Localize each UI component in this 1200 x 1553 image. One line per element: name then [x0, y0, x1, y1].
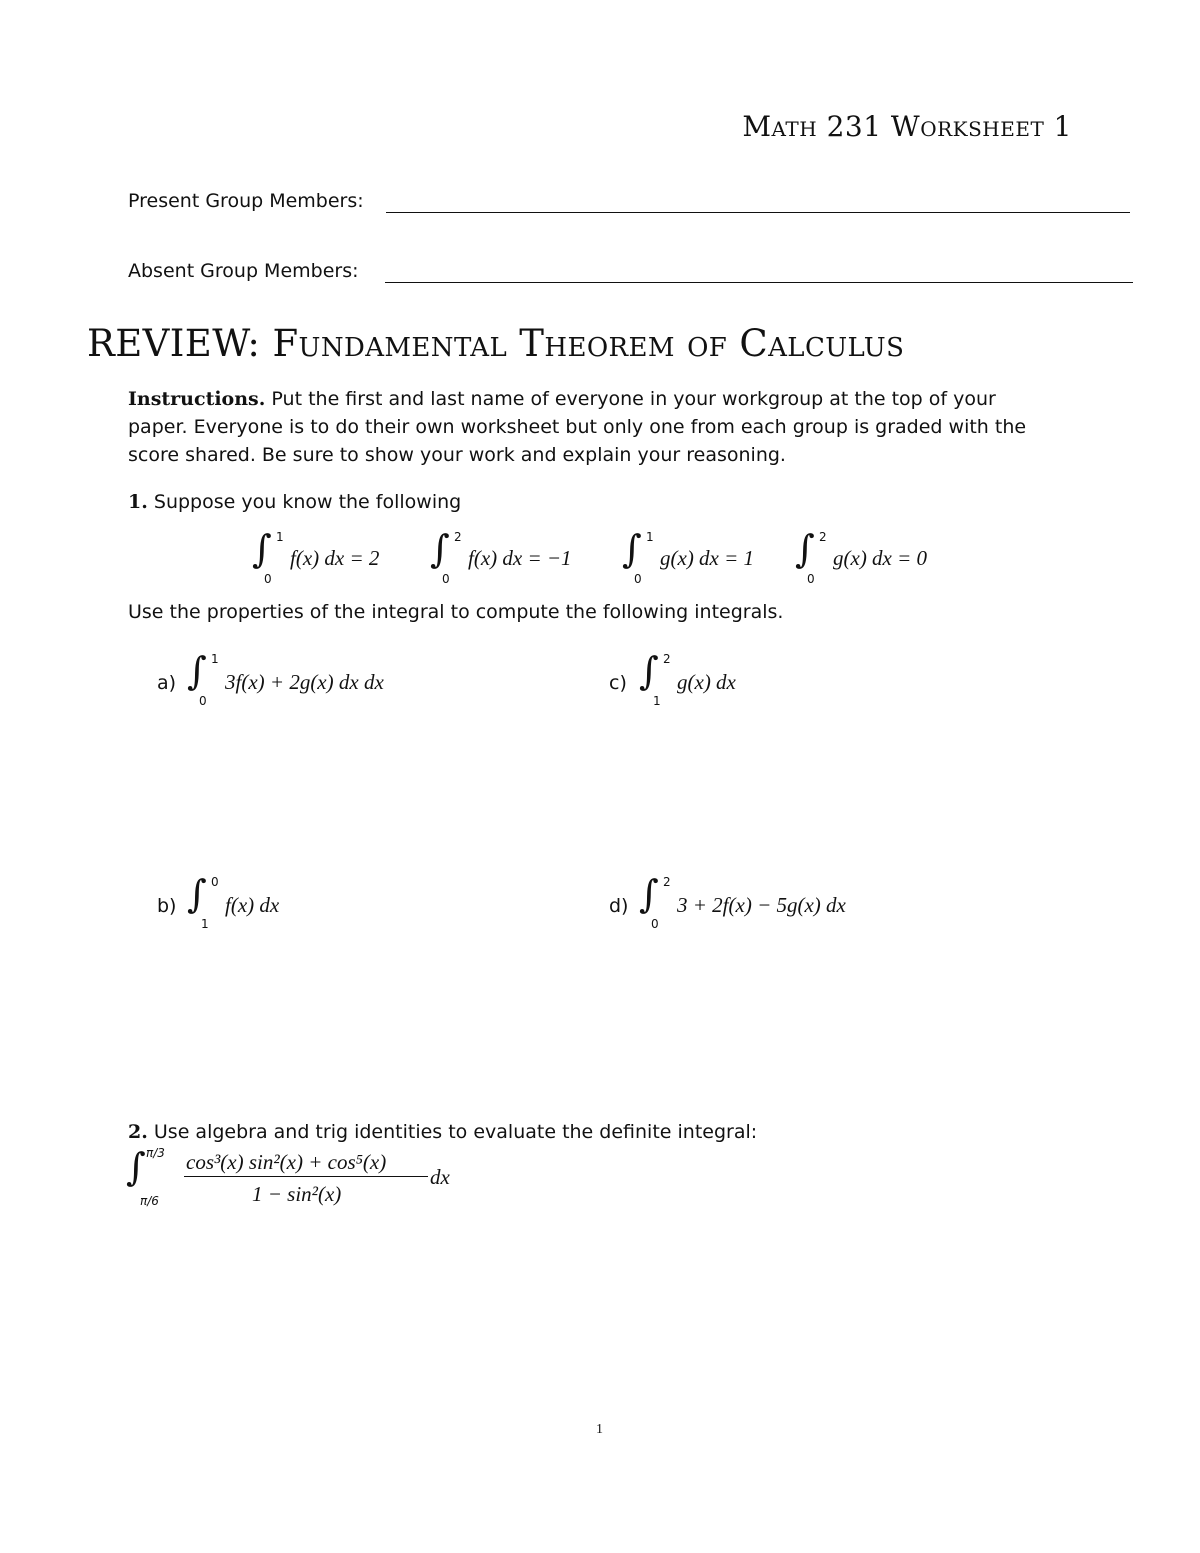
problem-1-prompt: [128, 488, 461, 516]
section-title: REVIEW: Fundamental Theorem of Calculus: [87, 322, 905, 365]
lower-limit: 0: [807, 572, 815, 586]
absent-members-label: Absent Group Members:: [128, 260, 359, 282]
given-expression: f(x) dx = −1: [468, 546, 572, 570]
upper-limit: π/3: [146, 1146, 165, 1160]
problem-1-instruction: Use the properties of the integral to compute the following integrals.: [128, 601, 784, 623]
part-expression: 3 + 2f(x) − 5g(x) dx: [677, 893, 846, 917]
part-label: d): [609, 895, 629, 917]
present-members-line[interactable]: [386, 212, 1130, 213]
part-expression: g(x) dx: [677, 670, 736, 694]
integral-sign: ∫: [187, 649, 207, 693]
part-label: c): [609, 672, 627, 694]
part-label: b): [157, 895, 177, 917]
numerator: cos³(x) sin²(x) + cos⁵(x): [186, 1150, 387, 1174]
integral-sign: ∫: [187, 872, 207, 916]
problem-2-prompt: [128, 1118, 757, 1146]
upper-limit: 1: [211, 652, 219, 666]
upper-limit: 1: [646, 530, 654, 544]
problem-1-text: Suppose you know the following: [153, 491, 462, 513]
upper-limit: 2: [819, 530, 827, 544]
instructions-heading: Instructions.: [128, 388, 266, 410]
problem-2-number: 2.: [128, 1121, 148, 1143]
lower-limit: 1: [201, 917, 209, 931]
lower-limit: π/6: [140, 1194, 159, 1208]
integral-sign: ∫: [795, 527, 815, 571]
lower-limit: 0: [264, 572, 272, 586]
problem-2-integral: [126, 1146, 486, 1216]
lower-limit: 1: [653, 694, 661, 708]
integral-sign: ∫: [252, 527, 272, 571]
integral-sign: ∫: [639, 872, 659, 916]
integral-sign: ∫: [430, 527, 450, 571]
integral-sign: ∫: [126, 1145, 146, 1189]
fraction-bar: [184, 1176, 428, 1177]
instructions-line-1: [128, 385, 1088, 413]
part-expression: 3f(x) + 2g(x) dx dx: [225, 670, 384, 694]
problem-2-text: Use algebra and trig identities to evaluate the definite integral:: [153, 1121, 758, 1143]
upper-limit: 2: [663, 652, 671, 666]
problem-1-number: 1.: [128, 491, 148, 513]
lower-limit: 0: [651, 917, 659, 931]
worksheet-title: Math 231 Worksheet 1: [742, 110, 1072, 143]
instructions-line-2: paper. Everyone is to do their own worksheet but only one from each group is graded with the: [128, 416, 1027, 438]
upper-limit: 1: [276, 530, 284, 544]
given-expression: g(x) dx = 0: [833, 546, 928, 570]
upper-limit: 2: [454, 530, 462, 544]
upper-limit: 2: [663, 875, 671, 889]
part-label: a): [157, 672, 177, 694]
lower-limit: 0: [634, 572, 642, 586]
integral-sign: ∫: [622, 527, 642, 571]
instructions-line-3: score shared. Be sure to show your work and explain your reasoning.: [128, 444, 786, 466]
part-expression: f(x) dx: [225, 893, 280, 917]
instructions-block: [128, 385, 1088, 469]
page-number: 1: [596, 1422, 603, 1437]
lower-limit: 0: [199, 694, 207, 708]
lower-limit: 0: [442, 572, 450, 586]
differential: dx: [430, 1165, 450, 1189]
absent-members-line[interactable]: [385, 282, 1133, 283]
given-expression: f(x) dx = 2: [290, 546, 380, 570]
upper-limit: 0: [211, 875, 219, 889]
given-expression: g(x) dx = 1: [660, 546, 755, 570]
present-members-label: Present Group Members:: [128, 190, 364, 212]
instructions-text-1: Put the first and last name of everyone in your workgroup at the top of your: [271, 388, 996, 410]
denominator: 1 − sin²(x): [252, 1182, 342, 1206]
integral-sign: ∫: [639, 649, 659, 693]
